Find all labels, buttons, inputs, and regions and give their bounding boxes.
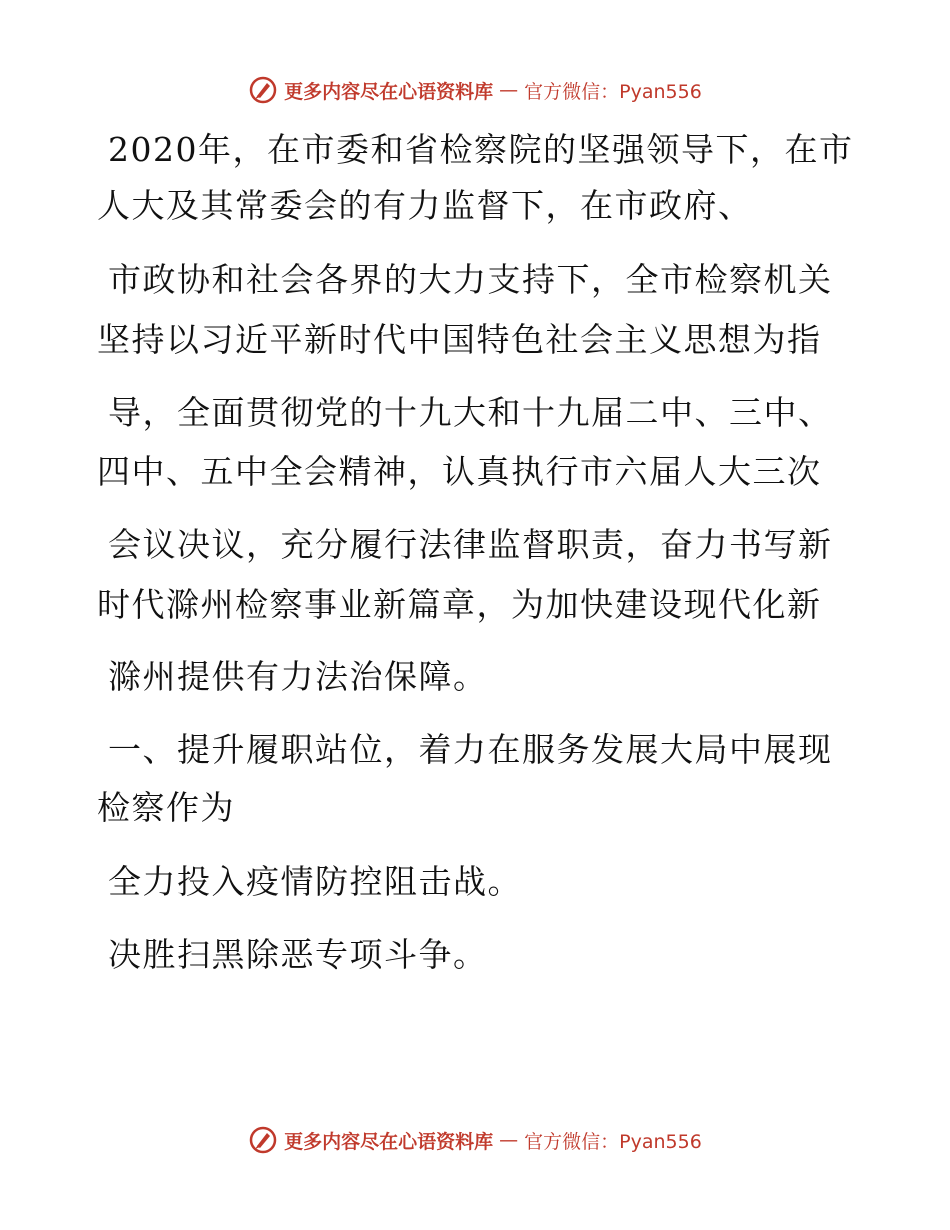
body-line: 全力投入疫情防控阻击战。 xyxy=(108,862,522,901)
pen-logo-icon xyxy=(248,1125,278,1155)
section-heading: 检察作为 xyxy=(97,788,235,827)
watermark-sub-text: 官方微信：Pyan556 xyxy=(524,1130,702,1153)
watermark-dash: — xyxy=(499,79,519,101)
body-line: 会议决议，充分履行法律监督职责，奋力书写新 xyxy=(108,525,833,564)
header-watermark xyxy=(0,70,950,110)
watermark-main-text: 更多内容尽在心语资料库 xyxy=(284,1130,494,1153)
footer-watermark xyxy=(0,1120,950,1160)
body-line: 市政协和社会各界的大力支持下，全市检察机关 xyxy=(108,260,833,299)
body-line: 人大及其常委会的有力监督下，在市政府、 xyxy=(97,186,753,225)
body-line: 坚持以习近平新时代中国特色社会主义思想为指 xyxy=(97,320,822,359)
body-line: 决胜扫黑除恶专项斗争。 xyxy=(108,935,488,974)
body-line: 四中、五中全会精神，认真执行市六届人大三次 xyxy=(97,452,822,491)
watermark-main-text: 更多内容尽在心语资料库 xyxy=(284,80,494,103)
body-line: 时代滁州检察事业新篇章，为加快建设现代化新 xyxy=(97,585,822,624)
pen-logo-icon xyxy=(248,75,278,105)
watermark-sub-text: 官方微信：Pyan556 xyxy=(524,80,702,103)
body-line: 导，全面贯彻党的十九大和十九届二中、三中、 xyxy=(108,393,833,432)
body-line: 滁州提供有力法治保障。 xyxy=(108,657,488,696)
body-line: 2020年，在市委和省检察院的坚强领导下，在市 xyxy=(108,130,854,169)
watermark-dash: — xyxy=(499,1129,519,1151)
section-heading: 一、提升履职站位，着力在服务发展大局中展现 xyxy=(108,730,833,769)
